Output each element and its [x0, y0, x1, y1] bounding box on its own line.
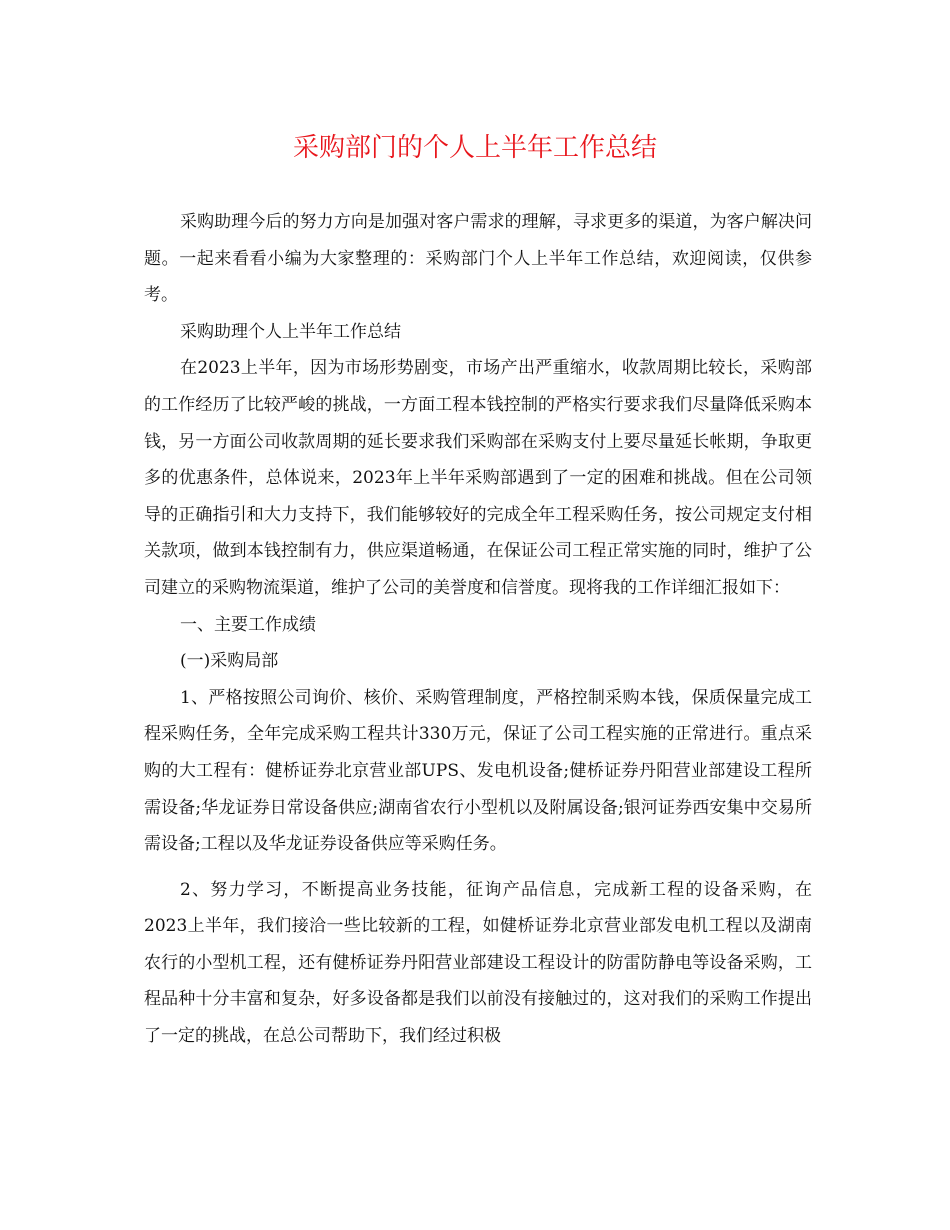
subtitle-paragraph: 采购助理个人上半年工作总结 [180, 321, 401, 342]
list-item-paragraph: 2、努力学习，不断提高业务技能，征询产品信息，完成新工程的设备采购，在2023上半年，我们接洽一些比较新的工程，如健桥证券北京营业部发电机工程以及湖南农行的小型机工程，还有健桥证券丹阳营业部建设工程设计的防雷防静电等设备采购，工程品种十分丰富和复杂，好多设备都是我们以前没有接触过的，这对我们的采购工作提出了一定的挑战，在总公司帮助下，我们经过积极 [144, 879, 812, 1047]
document-title: 采购部门的个人上半年工作总结 [292, 133, 657, 163]
section-heading: 一、主要工作成绩 [180, 614, 316, 635]
intro-paragraph: 采购助理今后的努力方向是加强对客户需求的理解，寻求更多的渠道，为客户解决问题。一起来看看小编为大家整理的：采购部门个人上半年工作总结，欢迎阅读，仅供参考。 [144, 212, 812, 306]
subsection-heading: (一)采购局部 [180, 651, 279, 672]
document-body [144, 204, 812, 1055]
summary-paragraph: 在2023上半年，因为市场形势剧变，市场产出严重缩水，收款周期比较长，采购部的工作经历了比较严峻的挑战，一方面工程本钱控制的严格实行要求我们尽量降低采购本钱，另一方面公司收款周期的延长要求我们采购部在采购支付上要尽量延长帐期，争取更多的优惠条件，总体说来，2023年上半年采购部遇到了一定的困难和挑战。但在公司领导的正确指引和大力支持下，我们能够较好的完成全年工程采购任务，按公司规定支付相关款项，做到本钱控制有力，供应渠道畅通，在保证公司工程正常实施的同时，维护了公司建立的采购物流渠道，维护了公司的美誉度和信誉度。现将我的工作详细汇报如下： [144, 358, 812, 598]
list-item-paragraph: 1、严格按照公司询价、核价、采购管理制度，严格控制采购本钱，保质保量完成工程采购任务，全年完成采购工程共计330万元，保证了公司工程实施的正常进行。重点采购的大工程有：健桥证券北京营业部UPS、发电机设备;健桥证券丹阳营业部建设工程所需设备;华龙证券日常设备供应;湖南省农行小型机以及附属设备;银河证券西安集中交易所需设备;工程以及华龙证券设备供应等采购任务。 [144, 687, 812, 855]
